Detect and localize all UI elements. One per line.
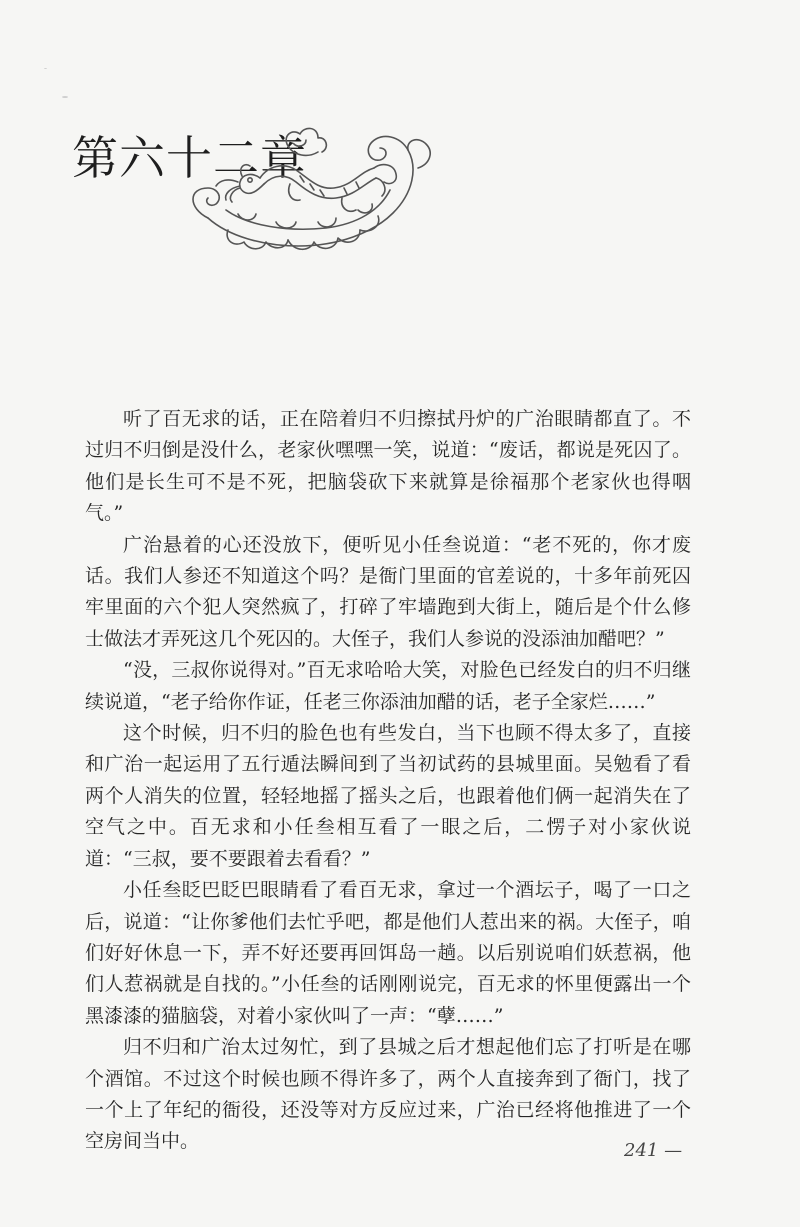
paragraph: 这个时候，归不归的脸色也有些发白，当下也顾不得太多了，直接和广治一起运用了五行遁法瞬间到了当初试药的县城里面。吴勉看了看两个人消失的位置，轻轻地摇了摇头之后，也跟着他们俩一起消失在了空气之中。百无求和小任叁相互看了一眼之后，二愣子对小家伙说道：“三叔，要不要跟着去看看？” [85, 722, 691, 870]
page-number: 241 — [624, 1140, 683, 1161]
scan-speck [44, 68, 47, 69]
chapter-body [85, 404, 691, 1158]
scan-speck [62, 96, 68, 98]
chapter-header [72, 118, 432, 268]
paragraph: “没，三叔你说得对。”百无求哈哈大笑，对脸色已经发白的归不归继续说道，“老子给你作证，任老三你添油加醋的话，老子全家烂……” [85, 659, 691, 713]
paragraph: 听了百无求的话，正在陪着归不归擦拭丹炉的广治眼睛都直了。不过归不归倒是没什么，老家伙嘿嘿一笑，说道：“废话，都说是死囚了。他们是长生可不是不死，把脑袋砍下来就算是徐福那个老家伙也得咽气。” [85, 408, 691, 525]
paragraph: 归不归和广治太过匆忙，到了县城之后才想起他们忘了打听是在哪个酒馆。不过这个时候也顾不得许多了，两个人直接奔到了衙门，找了一个上了年纪的衙役，还没等对方反应过来，广治已经将他推进了一个空房间当中。 [85, 1036, 691, 1153]
chapter-title: 第六十二章 [72, 131, 307, 185]
cloud-dragon-ornament-icon [168, 118, 438, 268]
paragraph: 小任叁眨巴眨巴眼睛看了看百无求，拿过一个酒坛子，喝了一口之后，说道：“让你爹他们去忙乎吧，都是他们人惹出来的祸。大侄子，咱们好好休息一下，弄不好还要再回饵岛一趟。以后别说咱们妖惹祸，他们人惹祸就是自找的。”小任叁的话刚刚说完，百无求的怀里便露出一个黑漆漆的猫脑袋，对着小家伙叫了一声：“孽……” [85, 879, 691, 1027]
paragraph: 广治悬着的心还没放下，便听见小任叁说道：“老不死的，你才废话。我们人参还不知道这个吗？是衙门里面的官差说的，十多年前死囚牢里面的六个犯人突然疯了，打碎了牢墙跑到大街上，随后是个什么修士做法才弄死这几个死囚的。大侄子，我们人参说的没添油加醋吧？” [85, 533, 691, 650]
